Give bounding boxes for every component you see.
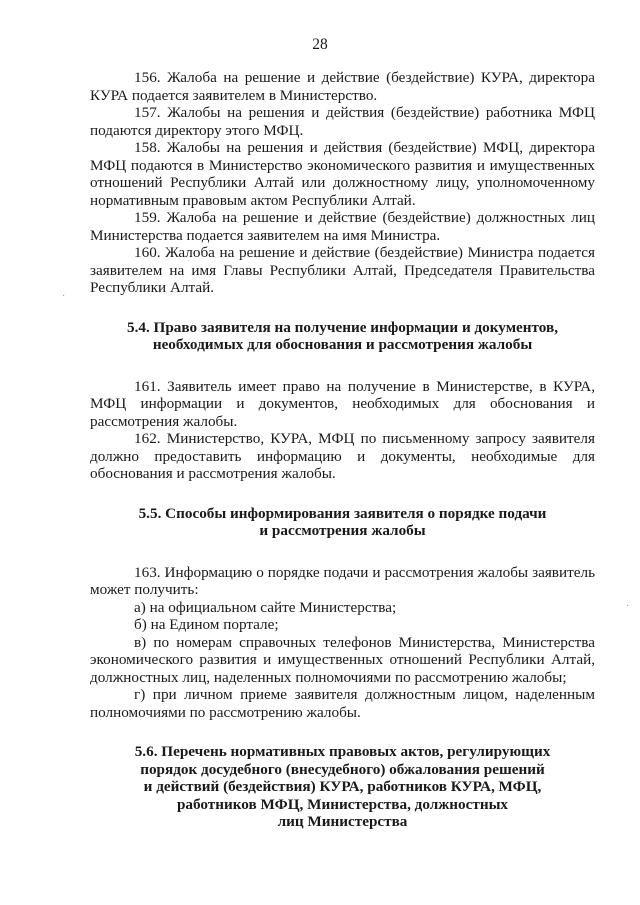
paragraph-156: 156. Жалоба на решение и действие (бездействие) КУРА, директора КУРА подается заявителем в Министерство. [90,69,595,104]
heading-line: 5.4. Право заявителя на получение информации и документов, [126,318,559,336]
paragraph-160: 160. Жалоба на решение и действие (бездействие) Министра подается заявителем на имя Главы Республики Алтай, Председателя Правительства Республики Алтай. [90,244,595,296]
heading-line: 5.6. Перечень нормативных правовых актов, регулирующих [134,743,551,760]
section-5-4-heading [90,319,595,354]
paragraph-162: 162. Министерство, КУРА, МФЦ по письменному запросу заявителя должно предоставить информацию и документы, необходимые для обоснования и рассмотрения жалобы. [90,430,595,482]
paragraph-159: 159. Жалоба на решение и действие (бездействие) должностных лиц Министерства подается заявителем на имя Министра. [90,209,595,244]
page-number: 28 [312,36,328,53]
heading-line: необходимых для обоснования и рассмотрения жалобы [152,336,533,353]
heading-line: и рассмотрения жалобы [259,522,426,539]
section-5-5-heading [90,505,595,540]
heading-line: 5.5. Способы информирования заявителя о порядке подачи [138,504,547,522]
heading-line: лиц Министерства [277,813,408,830]
list-item-g: г) при личном приеме заявителя должностным лицом, наделенным полномочиями по рассмотрению жалобы. [90,686,595,721]
paragraph-163: 163. Информацию о порядке подачи и рассмотрения жалобы заявитель может получить: [90,563,595,598]
heading-line: порядок досудебного (внесудебного) обжалования решений [140,760,545,778]
heading-line: и действий (бездействия) КУРА, работников КУРА, МФЦ, [143,778,542,795]
paragraph-161: 161. Заявитель имеет право на получение в Министерстве, в КУРА, МФЦ информации и документов, необходимых для обоснования и рассмотрения жалобы. [90,377,595,430]
list-item-b: б) на Едином портале; [134,616,279,633]
paragraph-158: 158. Жалобы на решения и действия (бездействие) МФЦ, директора МФЦ подаются в Министерство экономического развития и имущественных отношений Республики Алтай или должностному лицу, уполномоченному нормативным правовым актом Республики Алтай. [90,139,595,209]
document-body [90,69,595,831]
paragraph-157: 157. Жалобы на решения и действия (бездействие) работника МФЦ подаются директору этого МФЦ. [90,104,595,139]
margin-mark: · [626,601,630,612]
list-item-v: в) по номерам справочных телефонов Министерства, Министерства экономического развития и имущественных отношений Республики Алтай, должностных лиц, наделенных полномочиями по рассмотрению жалобы; [90,633,595,686]
heading-line: работников МФЦ, Министерства, должностных [176,795,509,813]
section-5-6-heading [90,743,595,831]
list-item-a: а) на официальном сайте Министерства; [134,598,397,616]
margin-mark: · [62,291,66,302]
